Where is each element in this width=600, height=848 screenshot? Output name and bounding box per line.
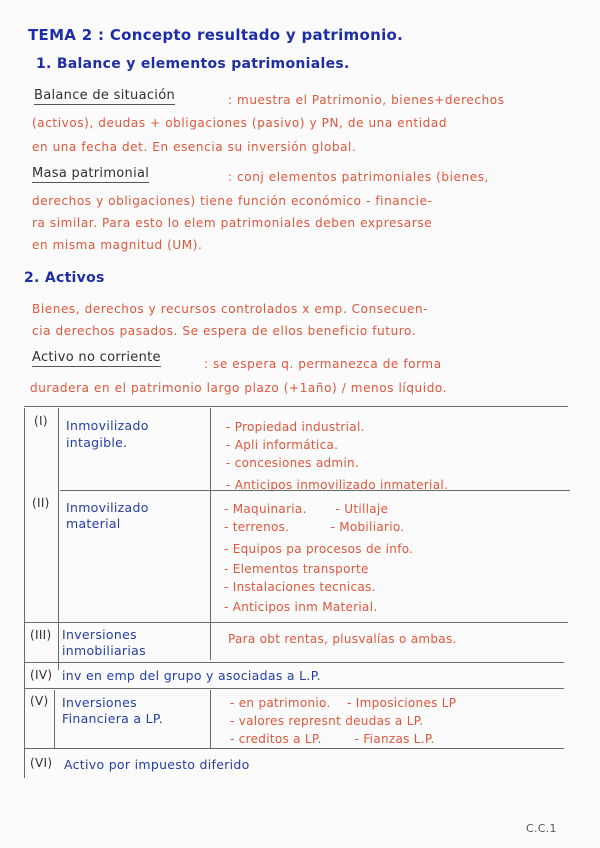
- row-4-number: (IV): [30, 668, 53, 682]
- term-balance: Balance de situación: [34, 88, 176, 103]
- row-2-name-line-1: Inmovilizado: [66, 500, 149, 515]
- balance-def-line-3: en una fecha det. En esencia su inversión global.: [32, 140, 357, 154]
- masa-def-line-3: ra similar. Para esto lo elem patrimoniales deben expresarse: [32, 216, 433, 230]
- row-2-item: - Instalaciones tecnicas.: [224, 580, 376, 594]
- row-5-item: - valores represnt deudas a LP.: [230, 714, 424, 728]
- row-1-item: - Apli informática.: [226, 438, 339, 452]
- row-1-item: - concesiones admin.: [226, 456, 360, 470]
- row-5-name-line-2: Financiera a LP.: [62, 711, 164, 726]
- balance-def-line-1: : muestra el Patrimonio, bienes+derechos: [228, 93, 505, 107]
- row-5-item: - en patrimonio. - Imposiciones LP: [230, 696, 457, 710]
- row-1-number: (I): [34, 414, 48, 428]
- row-1-name-line-1: Inmovilizado: [66, 418, 149, 433]
- row-2-item: - Maquinaria. - Utillaje: [224, 502, 389, 516]
- row-3-name-line-1: Inversiones: [62, 627, 137, 642]
- section-2-heading: 2. Activos: [24, 270, 105, 286]
- row-2-item: - Anticipos inm Material.: [224, 600, 378, 614]
- row-1-item: - Propiedad industrial.: [226, 420, 365, 434]
- term-activo-no-corriente: Activo no corriente: [32, 350, 161, 365]
- row-6-number: (VI): [30, 756, 53, 770]
- row-5-number: (V): [30, 694, 49, 708]
- row-5-name-line-1: Inversiones: [62, 695, 137, 710]
- row-2-number: (II): [32, 496, 50, 510]
- row-5-item: - creditos a LP. - Fianzas L.P.: [230, 732, 435, 746]
- row-2-name-line-2: material: [66, 516, 121, 531]
- row-2-item: - Equipos pa procesos de info.: [224, 542, 414, 556]
- row-2-item: - terrenos. - Mobiliario.: [224, 520, 405, 534]
- activos-def-line-2: cia derechos pasados. Se espera de ellos beneficio futuro.: [32, 324, 417, 338]
- row-4-name: inv en emp del grupo y asociadas a L.P.: [62, 668, 321, 683]
- row-1-name-line-2: intagible.: [66, 435, 128, 450]
- row-1-item: - Anticipos inmovilizado inmaterial.: [226, 478, 449, 492]
- page-footer-code: C.C.1: [526, 822, 557, 835]
- balance-def-line-2: (activos), deudas + obligaciones (pasivo) y PN, de una entidad: [32, 116, 448, 130]
- row-6-name: Activo por impuesto diferido: [64, 757, 250, 772]
- masa-def-line-2: derechos y obligaciones) tiene función económico - financie-: [32, 194, 433, 208]
- row-3-item: Para obt rentas, plusvalías o ambas.: [228, 632, 457, 646]
- section-1-heading: 1. Balance y elementos patrimoniales.: [36, 56, 350, 72]
- row-3-number: (III): [30, 628, 52, 642]
- row-3-name-line-2: inmobiliarias: [62, 643, 146, 658]
- activos-def-line-1: Bienes, derechos y recursos controlados x emp. Consecuen-: [32, 302, 429, 316]
- anc-def-line-2: duradera en el patrimonio largo plazo (+1año) / menos líquido.: [30, 381, 448, 395]
- masa-def-line-4: en misma magnitud (UM).: [32, 238, 203, 252]
- row-2-item: - Elementos transporte: [224, 562, 369, 576]
- anc-def-line-1: : se espera q. permanezca de forma: [204, 357, 442, 371]
- page-title: TEMA 2 : Concepto resultado y patrimonio.: [28, 26, 404, 44]
- term-masa: Masa patrimonial: [32, 166, 150, 181]
- masa-def-line-1: : conj elementos patrimoniales (bienes,: [228, 170, 489, 184]
